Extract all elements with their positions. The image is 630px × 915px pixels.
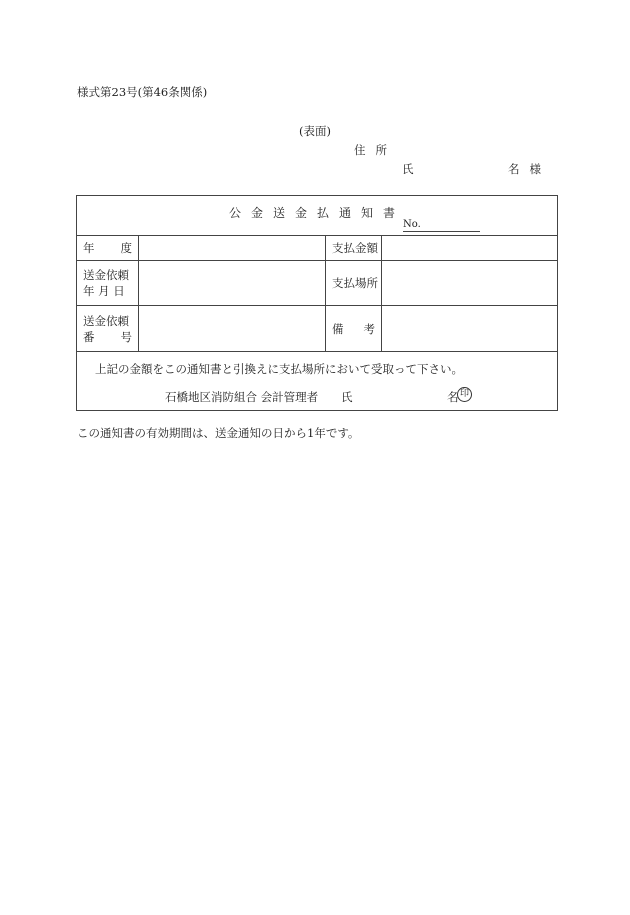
request-number-value	[139, 306, 326, 352]
year-label: 年 度	[83, 241, 132, 255]
seal-mark: 印	[457, 387, 472, 402]
name-label: 氏	[402, 162, 414, 176]
form-number: 様式第23号(第46条関係)	[77, 85, 208, 99]
place-label: 支払場所	[326, 261, 382, 306]
notice-table	[76, 195, 558, 411]
place-value	[382, 261, 558, 306]
request-date-label-line2: 年 月 日	[83, 284, 125, 298]
remarks-label: 備 考	[332, 321, 375, 336]
title-cell	[77, 196, 558, 236]
signature-na: 名	[447, 390, 459, 404]
request-date-label-line1: 送金依頼	[83, 268, 129, 282]
request-number-label-line1: 送金依頼	[83, 313, 129, 328]
side-label: (表面)	[299, 124, 331, 138]
signature-shi: 氏	[341, 390, 353, 404]
notice-title: 公金送金払通知書	[228, 206, 405, 220]
year-value	[139, 236, 326, 261]
remarks-label-cell	[326, 306, 382, 352]
note-cell	[77, 352, 558, 411]
amount-value	[382, 236, 558, 261]
amount-label: 支払金額	[326, 236, 382, 261]
request-number-label-line2: 番 号	[83, 329, 132, 344]
request-number-label	[77, 306, 139, 352]
remarks-value	[382, 306, 558, 352]
year-label-cell	[77, 236, 139, 261]
number-field: No.	[403, 219, 480, 232]
address-label: 住所	[354, 143, 397, 157]
request-date-value	[139, 261, 326, 306]
signature-line: 石橋地区消防組合 会計管理者	[165, 390, 319, 404]
request-date-label	[77, 261, 139, 306]
name-suffix: 名様	[508, 162, 551, 176]
validity-note: この通知書の有効期間は、送金通知の日から1年です。	[77, 426, 360, 440]
receipt-instruction: 上記の金額をこの通知書と引換えに支払場所において受取って下さい。	[95, 362, 463, 376]
